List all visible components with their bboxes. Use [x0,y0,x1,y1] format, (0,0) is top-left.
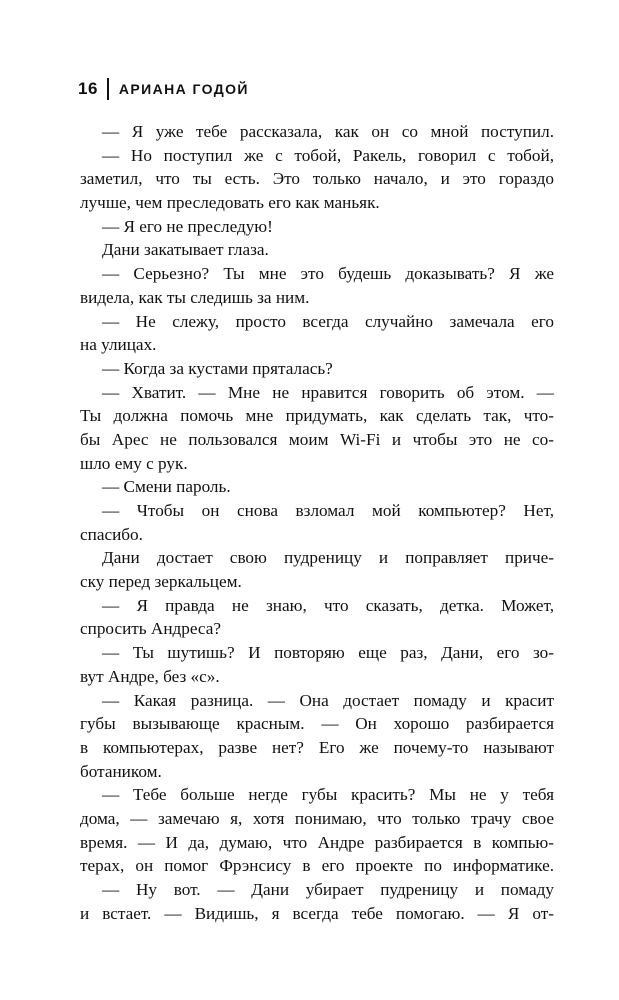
text-line: на улицах. [80,335,157,355]
text-line: — Чтобы он снова взломал мой компьютер? Нет, [102,501,554,520]
text-line: дома, — замечаю я, хотя понимаю, что только трачу свое [80,808,554,828]
text-line: губы вызывающе красным. — Он хорошо разбирается [80,714,554,734]
text-line: заметил, что ты есть. Это только начало, и это гораздо [80,169,554,189]
text-line: бы Арес не пользовался моим Wi-Fi и чтобы это не со- [80,429,554,449]
text-line: Дани закатывает глаза. [102,240,269,260]
text-line: лучше, чем преследовать его как маньяк. [80,193,380,213]
text-line: — Я уже тебе рассказала, как он со мной поступил. [102,122,554,141]
text-line: вут Андре, без «с». [80,666,220,686]
body-text [80,120,554,925]
text-line: Дани достает свою пудреницу и поправляет приче- [102,548,554,568]
text-line: Ты должна помочь мне придумать, как сделать так, что- [80,406,554,426]
text-line: терах, он помог Фрэнсису в его проекте по информатике. [80,856,554,876]
text-line: видела, как ты следишь за ним. [80,287,310,307]
text-line: — Но поступил же с тобой, Ракель, говорил с тобой, [102,145,554,165]
text-line: время. — И да, думаю, что Андре разбирается в компью- [80,832,554,852]
text-line: — Я правда не знаю, что сказать, детка. Может, [102,595,554,615]
page-number: 16 [78,79,98,98]
text-line: спросить Андреса? [80,619,222,639]
text-line: — Какая разница. — Она достает помаду и красит [102,690,554,710]
text-line: ботаником. [80,761,162,781]
text-line: — Ну вот. — Дани убирает пудреницу и помаду [102,880,554,899]
author-name: АРИАНА ГОДОЙ [118,81,249,97]
header-divider [107,78,109,100]
text-line: шло ему с рук. [80,453,188,473]
text-line: в компьютерах, разве нет? Его же почему-то называют [80,737,554,757]
text-line: — Тебе больше негде губы красить? Мы не у тебя [102,785,554,805]
text-line: — Не слежу, просто всегда случайно замечала его [102,311,554,331]
text-line: и встает. — Видишь, я всегда тебе помогаю. — Я от- [80,903,554,923]
text-line: — Ты шутишь? И повторяю еще раз, Дани, его зо- [102,643,554,663]
text-line: — Когда за кустами пряталась? [102,358,333,378]
text-line: ску перед зеркальцем. [80,572,242,592]
text-line: — Я его не преследую! [102,216,273,236]
running-header [78,76,249,102]
text-line: — Хватит. — Мне не нравится говорить об этом. — [102,382,554,402]
text-line: спасибо. [80,524,143,544]
text-line: — Серьезно? Ты мне это будешь доказывать? Я же [102,264,554,284]
text-line: — Смени пароль. [102,477,231,497]
